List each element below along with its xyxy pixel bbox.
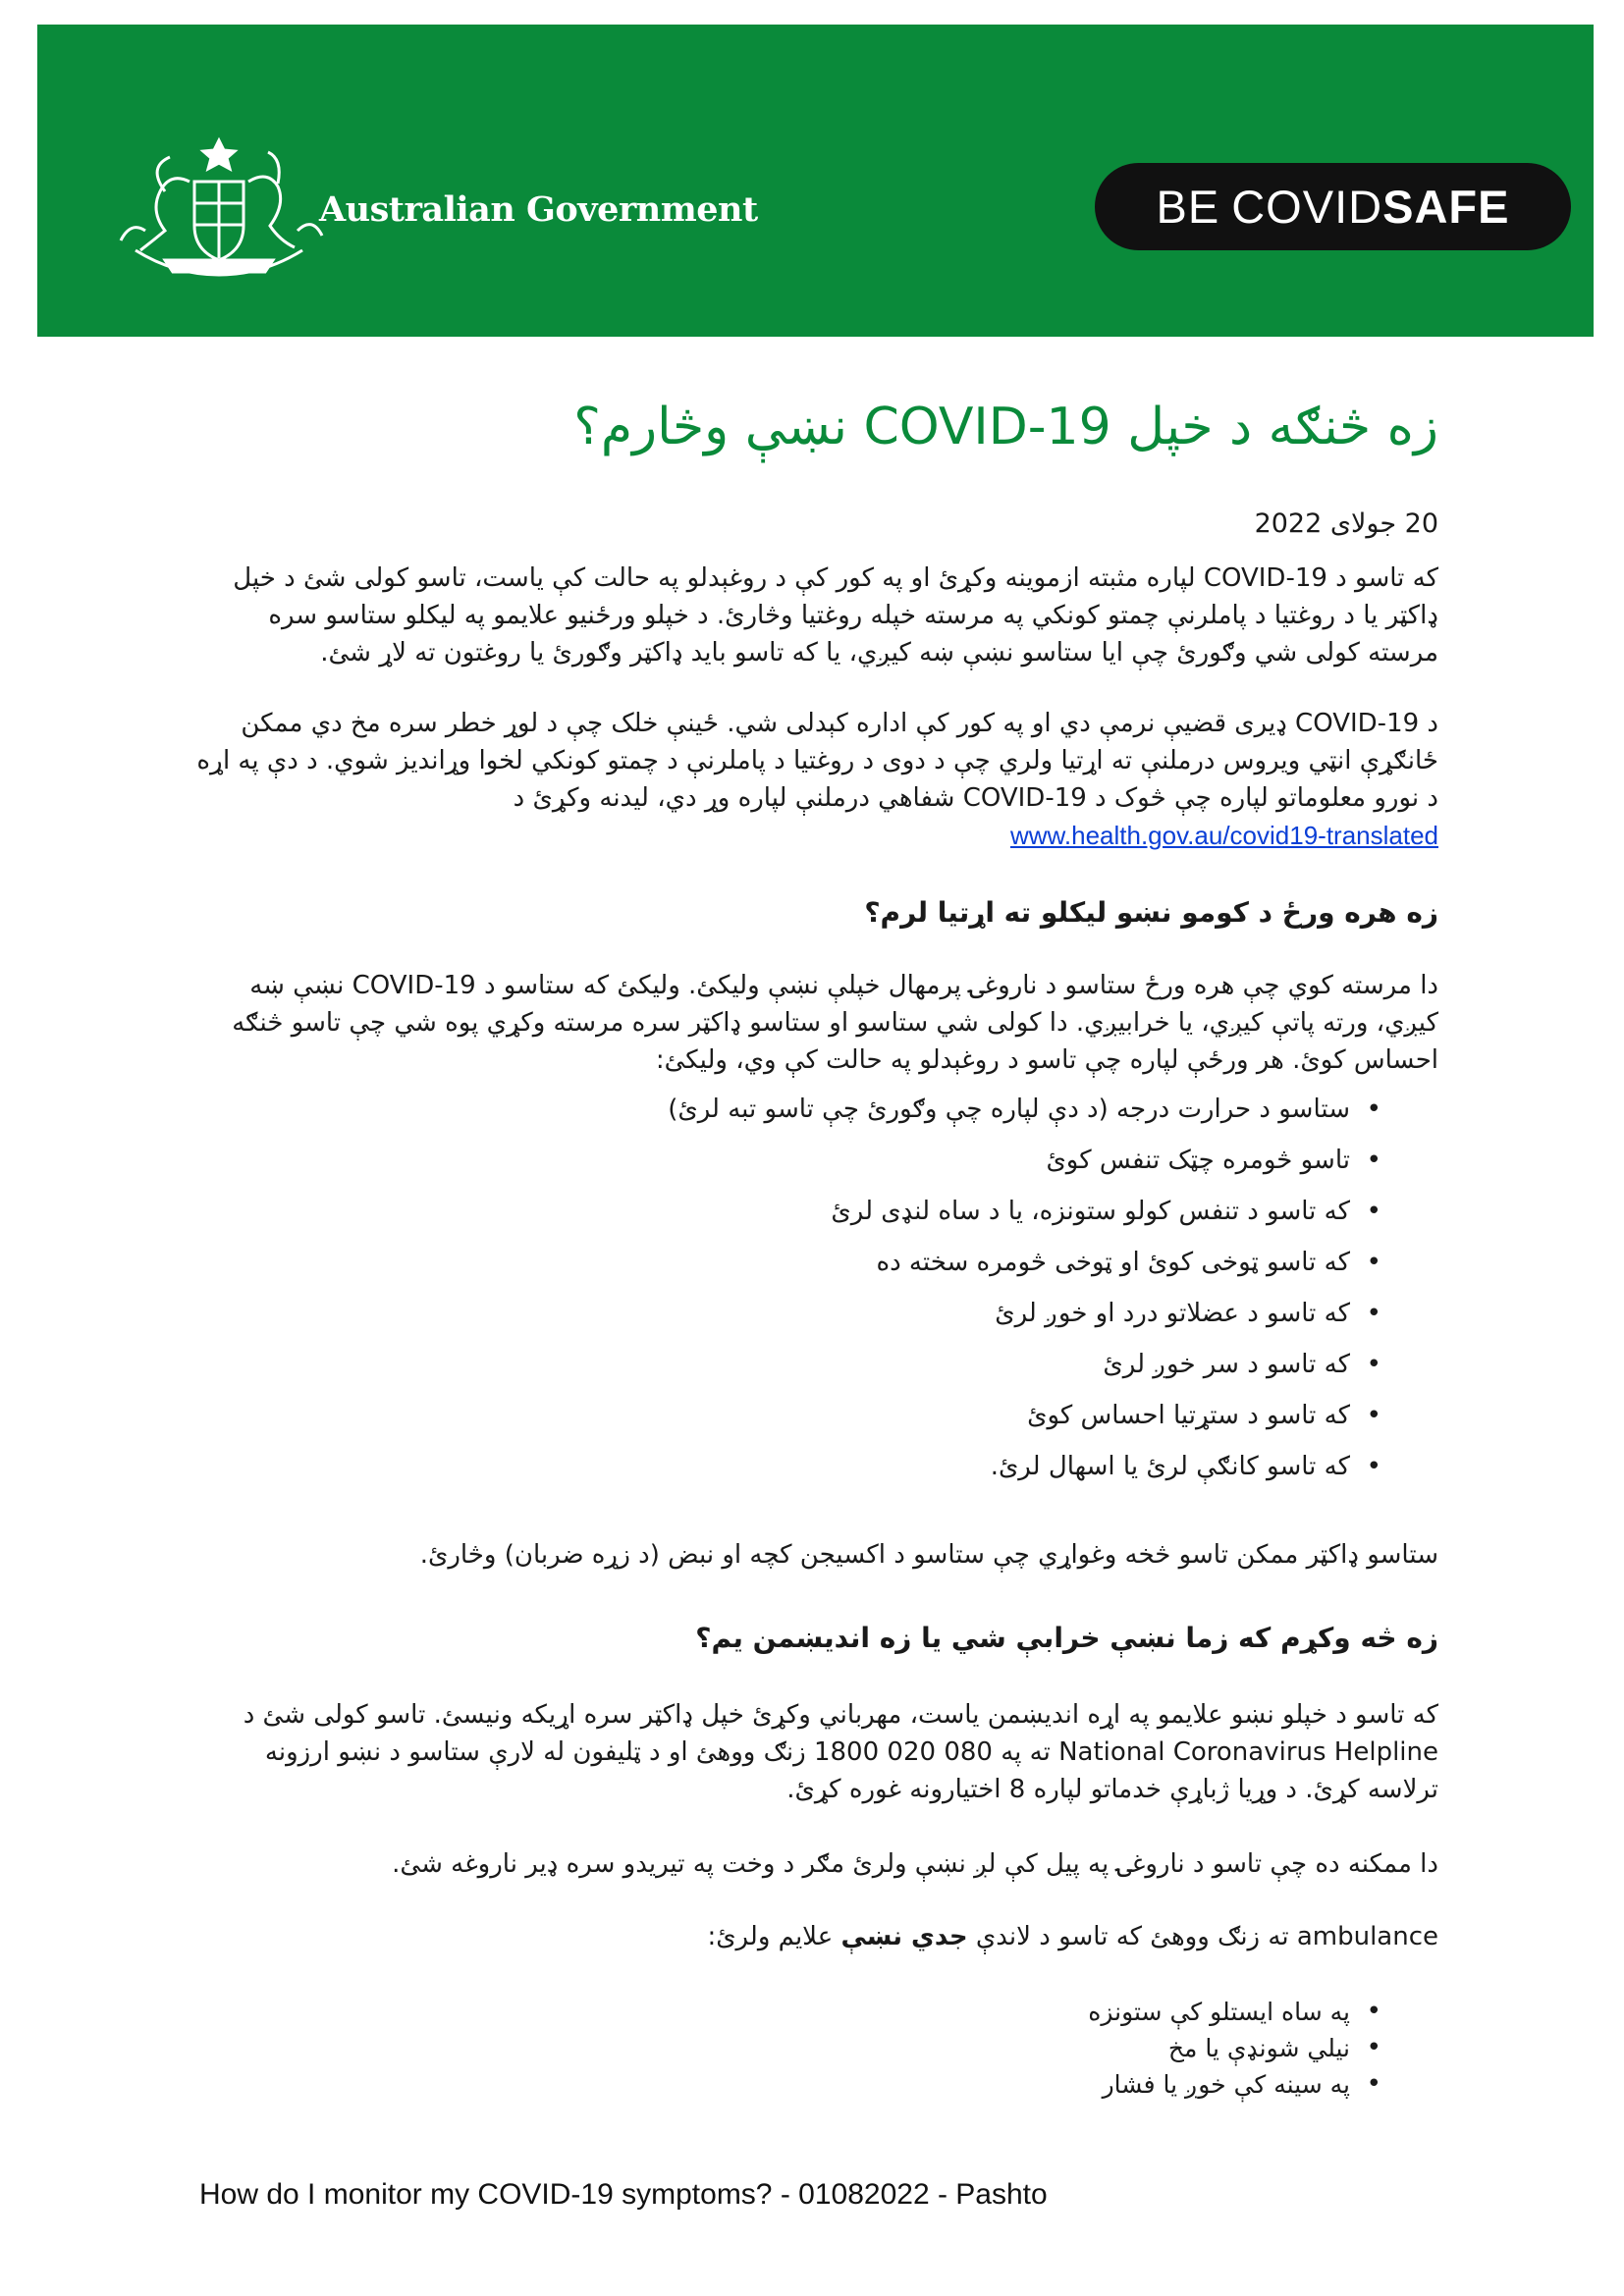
list-item: • که تاسو د عضلاتو درد او خوږ لرئ <box>196 1294 1438 1345</box>
list-item: • که تاسو د ستړتیا احساس کوئ <box>196 1396 1438 1447</box>
section-heading-symptoms: زه هره ورځ د کومو نښو لیکلو ته اړتیا لرم؟ <box>864 896 1438 929</box>
list-item: • که تاسو د تنفس کولو ستونزه، یا د ساه لنډی لرئ <box>196 1192 1438 1243</box>
list-item: • نیلي شونډې یا مخ <box>196 2031 1438 2067</box>
header-banner <box>37 25 1594 337</box>
symptoms-list <box>196 1090 1438 1498</box>
ambulance-paragraph <box>196 1918 1438 1955</box>
list-item: • ستاسو د حرارت درجه (د دې لپاره چې وګورئ چې تاسو تبه لرئ) <box>196 1090 1438 1141</box>
list-item: • په ساه ایستلو کې ستونزه <box>196 1995 1438 2031</box>
intro-paragraph-2 <box>196 705 1438 855</box>
publication-date: 20 جولای 2022 <box>1254 508 1438 539</box>
be-covidsafe-badge <box>1095 163 1571 250</box>
coat-of-arms-icon <box>96 103 342 299</box>
health-translated-link[interactable]: www.health.gov.au/covid19-translated <box>1010 821 1438 850</box>
list-item: • که تاسو کانګې لرئ یا اسهال لرئ. <box>196 1447 1438 1498</box>
list-item: • په سینه کې خوږ یا فشار <box>196 2067 1438 2104</box>
helpline-paragraph: که تاسو د خپلو نښو علایمو په اړه اندیښمن یاست، مهرباني وکړئ خپل ډاکټر سره اړیکه ونیسئ. تاسو کولی شئ د National Coronavirus Helpline ته په 080 020 1800 زنګ ووهئ او د ټلیفون له لارې ستاسو د نښو ارزونه ترلاسه کړئ. د وړیا ژباړې خدماتو لپاره 8 اختیارونه غوره کړئ. <box>243 1700 1438 1804</box>
intro-2-text: د COVID-19 ډیری قضیې نرمې دي او په کور کې اداره کېدلی شي. ځینې خلک چې د لوړ خطر سره مخ دي ممکن ځانګړې انټي ویروس درملنې ته اړتیا ولري چې د دوی د روغتیا د پاملرنې د چمتو کونکي لخوا وړاندیز شوي. د دې په اړه د نورو معلوماتو لپاره چې څوک د COVID-19 شفاهي درملنې لپاره وړ دي، لیدنه وکړئ د <box>196 709 1438 813</box>
page-title: زه څنګه د خپل COVID-19 نښې وڅارم؟ <box>573 398 1438 456</box>
serious-symptoms-list <box>196 1995 1438 2104</box>
worsening-paragraph: دا ممکنه ده چې تاسو د ناروغۍ په پیل کې لږ نښې ولرئ مګر د وخت په تیریدو سره ډیر ناروغه شئ. <box>392 1849 1438 1879</box>
list-item: • تاسو څومره چټک تنفس کوئ <box>196 1141 1438 1192</box>
page-footer: How do I monitor my COVID-19 symptoms? - 01082022 - Pashto <box>199 2178 1048 2211</box>
serious-symptoms-bold: جدي نښې <box>840 1922 968 1951</box>
doctor-note-paragraph: ستاسو ډاکټر ممکن تاسو څخه وغواړي چې ستاسو د اکسیجن کچه او نبض (د زړه ضربان) وڅارئ. <box>419 1540 1438 1570</box>
symptoms-paragraph: دا مرسته کوي چې هره ورځ ستاسو د ناروغۍ پرمهال خپلې نښې ولیکئ. ولیکئ که ستاسو د COVID-19 نښې ښه کیږي، ورته پاتې کیږي، یا خرابیږي. دا کولی شي ستاسو او ستاسو ډاکټر سره مرسته وکړي پوه شي چې تاسو څنګه احساس کوئ. هر ورځې لپاره چې تاسو د روغېدلو په حالت کې وي، ولیکئ: <box>232 971 1438 1075</box>
section-heading-worse: زه څه وکړم که زما نښې خرابې شي یا زه اندیښمن یم؟ <box>695 1622 1438 1654</box>
intro-paragraph: که تاسو د COVID-19 لپاره مثبته ازموینه وکړئ او په کور کې د روغېدلو په حالت کې یاست، تاسو کولی شئ د خپل ډاکټر یا د روغتیا د پاملرنې چمتو کونکي په مرسته خپله روغتیا وڅارئ. د خپلو ورځنیو علایمو په لیکلو ستاسو سره مرسته کولی شي وګورئ چې ایا ستاسو نښې ښه کیږي، یا که تاسو باید ډاکټر وګورئ یا روغتون ته لاړ شئ. <box>233 563 1438 667</box>
ambulance-text-post: علایم ولرئ: <box>707 1922 841 1951</box>
list-item: • که تاسو ټوخی کوئ او ټوخی څومره سخته ده <box>196 1243 1438 1294</box>
badge-word-be: BE <box>1156 181 1220 233</box>
badge-word-covid: COVID <box>1231 181 1383 233</box>
list-item: • که تاسو د سر خوږ لرئ <box>196 1345 1438 1396</box>
ambulance-text-pre: ambulance ته زنګ ووهئ که تاسو د لاندې <box>967 1922 1438 1951</box>
government-name: Australian Government <box>319 189 758 230</box>
badge-word-safe: SAFE <box>1382 181 1510 233</box>
